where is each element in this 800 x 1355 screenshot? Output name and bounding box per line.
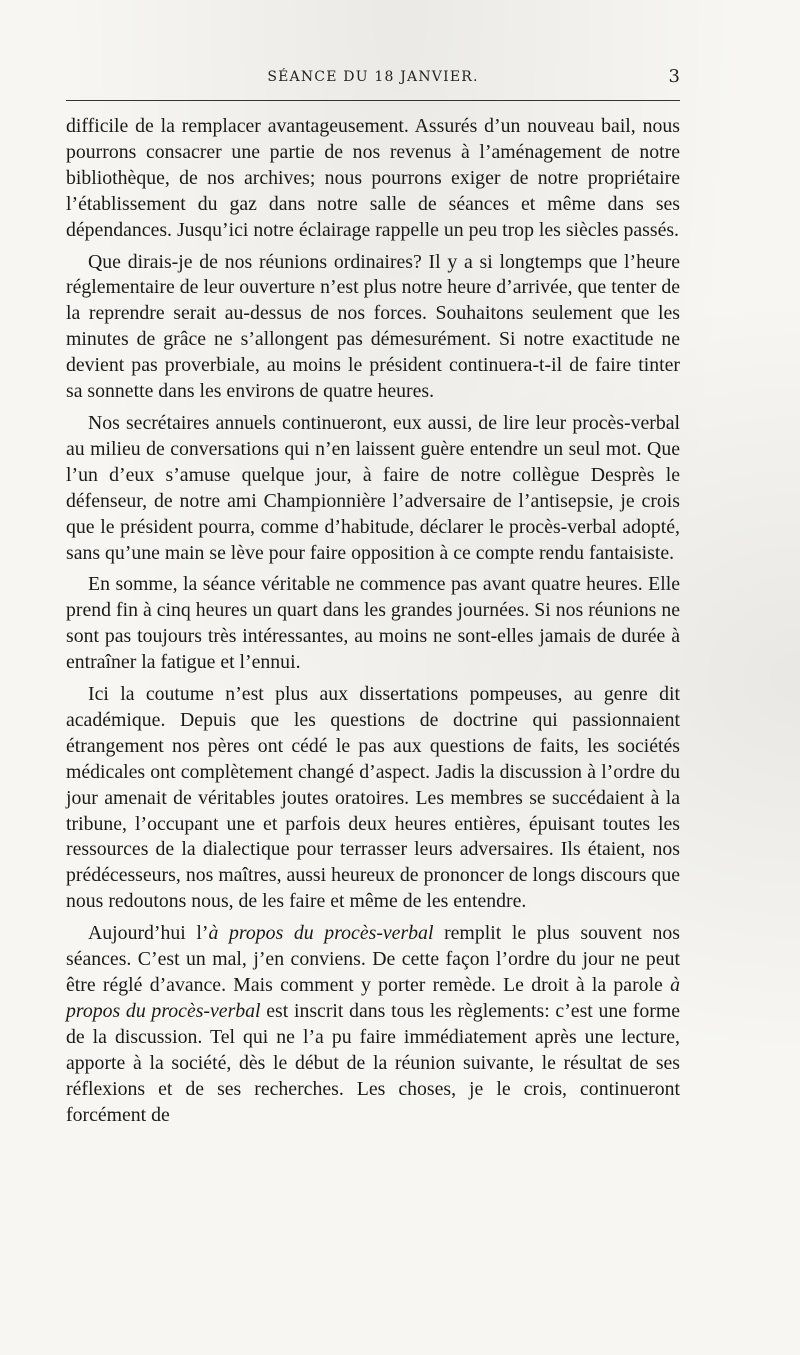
running-title: SÉANCE DU 18 JANVIER. (267, 69, 479, 85)
paragraph-6 (66, 921, 680, 1128)
paragraph-6-text-1: Aujourd’hui l’ (88, 922, 209, 945)
paragraph-3: Nos secrétaires annuels continueront, eux aussi, de lire leur procès-verbal au milieu de conversations qui n’en laissent guère entendre un seul mot. Que l’un d’eux s’amuse quelque jour, à faire de notre collègue Desprès le défenseur, de notre ami Championnière l’adversaire de l’antisepsie, je crois que le président pourra, comme d’habitude, déclarer le procès-verbal adopté, sans qu’une main se lève pour faire opposition à ce compte rendu fantaisiste. (66, 411, 680, 564)
paragraph-2: Que dirais-je de nos réunions ordinaires? Il y a si longtemps que l’heure réglementaire de leur ouverture n’est plus notre heure d’arrivée, que tenter de la reprendre serait au-dessus de nos forces. Souhaitons seulement que les minutes de grâce ne s’allongent pas démesurément. Si notre exactitude ne devient pas proverbiale, au moins le président continuera-t-il de faire tinter sa sonnette dans les environs de quatre heures. (66, 250, 680, 403)
paragraph-6-italic-2: à propos du procès-verbal (66, 974, 680, 1022)
paragraph-1: difficile de la remplacer avantageusement. Assurés d’un nouveau bail, nous pourrons consacrer une partie de nos revenus à l’aménagement de notre bibliothèque, de nos archives; nous pourrons exiger de notre propriétaire l’établissement du gaz dans notre salle de séances et même dans ses dépendances. Jusqu’ici notre éclairage rappelle un peu trop les siècles passés. (66, 115, 680, 241)
paragraph-6-text-3: est inscrit dans tous les règlements: c’est une forme de la discussion. Tel qui ne l’a pu faire immédiatement après une lecture, apporte à la société, dès le début de la réunion suivante, le résultat de ses réflexions et de ses recherches. Les choses, je le crois, continueront forcément de (66, 999, 680, 1126)
paragraph-5: Ici la coutume n’est plus aux dissertations pompeuses, au genre dit académique. Depuis que les questions de doctrine qui passionnaient étrangement nos pères ont cédé le pas aux questions de faits, les sociétés médicales ont complètement changé d’aspect. Jadis la discussion à l’ordre du jour amenait de véritables joutes oratoires. Les membres se succédaient à la tribune, l’occupant une et parfois deux heures entières, épuisant toutes les ressources de la dialectique pour terrasser leurs adversaires. Ils étaient, nos prédécesseurs, nos maîtres, aussi heureux de prononcer de longs discours que nous redoutons nous, de les faire et même de les entendre. (66, 683, 680, 913)
paragraph-6-text-2: remplit le plus souvent nos séances. C’est un mal, j’en conviens. De cette façon l’ordre du jour ne peut être réglé d’avance. Mais comment y porter remède. Le droit à la parole (66, 922, 680, 996)
running-head (66, 64, 680, 90)
page-number: 3 (668, 66, 680, 87)
paragraph-4: En somme, la séance véritable ne commence pas avant quatre heures. Elle prend fin à cinq heures un quart dans les grandes journées. Si nos réunions ne sont pas toujours très intéressantes, au moins ne sont-elles jamais de durée à entraîner la fatigue et l’ennui. (66, 573, 680, 674)
body-text (66, 114, 680, 1134)
paragraph-6-italic-1: à propos du procès-verbal (208, 922, 434, 945)
header-rule (66, 100, 680, 101)
